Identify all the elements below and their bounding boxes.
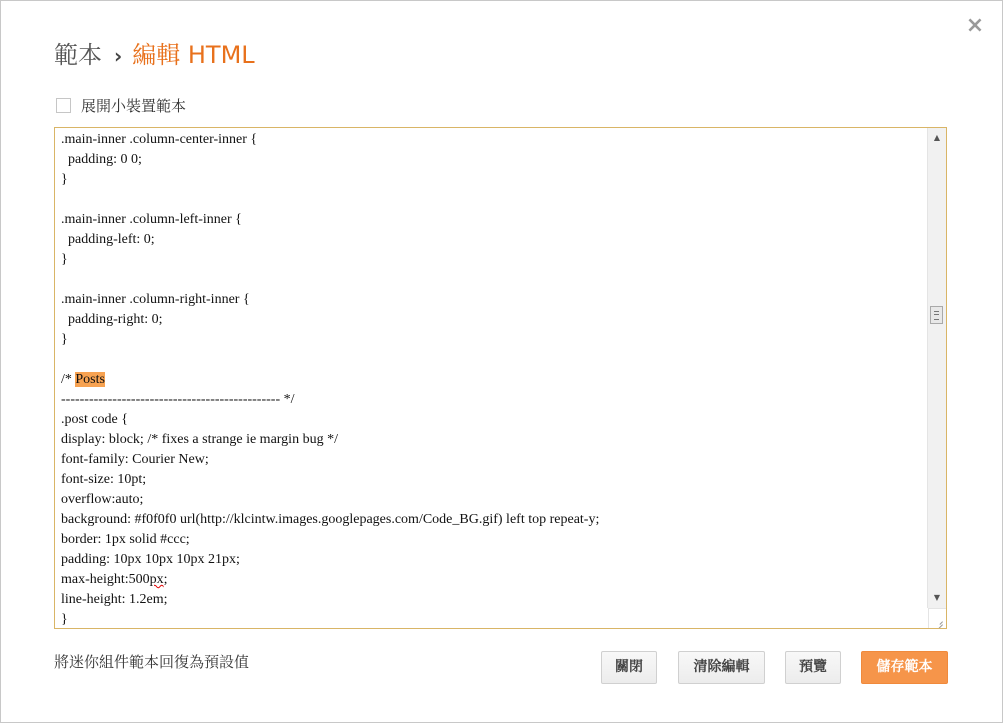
code-line: display: block; /* fixes a strange ie margin bug */	[61, 432, 338, 447]
breadcrumb-template[interactable]: 範本	[54, 41, 102, 69]
search-highlight: Posts	[75, 372, 105, 387]
code-text: ;	[163, 572, 168, 587]
code-line: line-height: 1.2em;	[61, 592, 168, 607]
resize-grip-icon[interactable]	[928, 608, 946, 628]
breadcrumb-separator: ›	[114, 44, 123, 68]
code-line: }	[61, 612, 68, 627]
code-line: .main-inner .column-center-inner {	[61, 132, 258, 147]
reset-widget-templates-link[interactable]: 將迷你組件範本回復為預設值	[54, 653, 250, 671]
scroll-up-arrow-icon[interactable]: ▲	[933, 133, 941, 142]
code-line: ----------------------------------------------- */	[61, 392, 295, 407]
code-textarea[interactable]	[55, 128, 923, 628]
code-line-posts-comment	[61, 370, 923, 390]
code-line: padding: 10px 10px 10px 21px;	[61, 552, 240, 567]
code-line: padding: 0 0;	[61, 152, 142, 167]
code-line: .post code {	[61, 412, 128, 427]
scrollbar-thumb[interactable]	[930, 306, 943, 324]
code-line: background: #f0f0f0 url(http://klcintw.images.googlepages.com/Code_BG.gif) left top repeat-y;	[61, 512, 600, 527]
editor-scrollbar[interactable]	[927, 128, 946, 608]
code-line	[61, 270, 923, 290]
scroll-down-arrow-icon[interactable]: ▼	[933, 593, 941, 602]
html-editor[interactable]	[54, 127, 947, 629]
preview-button[interactable]: 預覽	[785, 651, 841, 684]
code-line: padding-right: 0;	[61, 312, 163, 327]
code-line: .main-inner .column-right-inner {	[61, 292, 250, 307]
clear-edits-button[interactable]: 清除編輯	[678, 651, 765, 684]
code-line: }	[61, 332, 68, 347]
code-line: padding-left: 0;	[61, 232, 155, 247]
page-title	[54, 37, 255, 73]
close-icon[interactable]: ×	[965, 13, 985, 38]
code-line: overflow:auto;	[61, 492, 144, 507]
save-template-button[interactable]: 儲存範本	[861, 651, 948, 684]
expand-widgets-label[interactable]: 展開小裝置範本	[81, 96, 187, 115]
code-line-max-height	[61, 570, 923, 590]
code-line: .main-inner .column-left-inner {	[61, 212, 242, 227]
code-line: font-family: Courier New;	[61, 452, 209, 467]
code-line: }	[61, 252, 68, 267]
breadcrumb-current: 編輯 HTML	[132, 41, 255, 69]
close-button[interactable]: 關閉	[601, 651, 657, 684]
code-text: max-height:500	[61, 572, 150, 587]
code-line: font-size: 10pt;	[61, 472, 147, 487]
expand-widget-templates[interactable]	[56, 95, 186, 115]
code-line: border: 1px solid #ccc;	[61, 532, 190, 547]
code-line: }	[61, 172, 68, 187]
code-line	[61, 350, 923, 370]
code-line	[61, 190, 923, 210]
spellcheck-misspelled: px	[149, 572, 164, 587]
expand-widgets-checkbox[interactable]	[56, 98, 71, 113]
code-comment-open: /*	[61, 372, 76, 387]
